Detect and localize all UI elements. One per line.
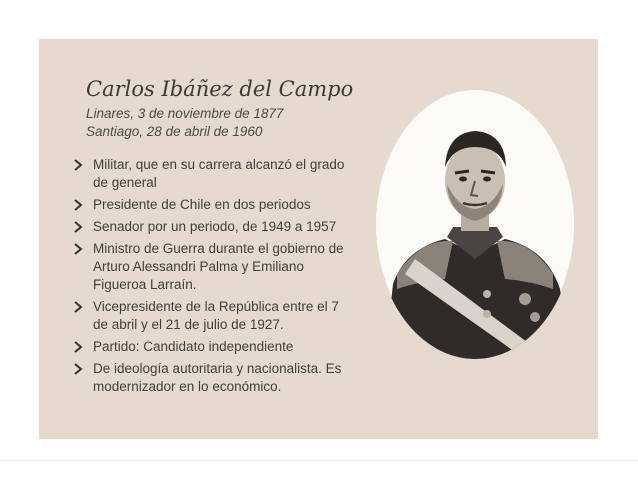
fact-text: Militar, que en su carrera alcanzó el grado de general — [93, 157, 345, 190]
list-item — [69, 196, 349, 214]
list-item — [69, 156, 349, 192]
chevron-right-icon — [73, 199, 83, 211]
list-item — [69, 360, 349, 396]
chevron-right-icon — [73, 301, 83, 313]
fact-text: De ideología autoritaria y nacionalista. Es modernizador en lo económico. — [93, 361, 342, 394]
fact-text: Presidente de Chile en dos periodos — [93, 197, 311, 212]
facts-list — [69, 156, 349, 400]
divider — [0, 460, 638, 461]
list-item — [69, 218, 349, 236]
page-title: Carlos Ibáñez del Campo — [86, 77, 354, 101]
chevron-right-icon — [73, 159, 83, 171]
list-item — [69, 338, 349, 356]
chevron-right-icon — [73, 243, 83, 255]
fact-text: Ministro de Guerra durante el gobierno de Arturo Alessandri Palma y Emiliano Figueroa Larraín. — [93, 241, 344, 292]
chevron-right-icon — [73, 341, 83, 353]
fact-text: Vicepresidente de la República entre el 7 de abril y el 21 de julio de 1927. — [93, 299, 339, 332]
chevron-right-icon — [73, 363, 83, 375]
list-item — [69, 298, 349, 334]
death-info: Santiago, 28 de abril de 1960 — [86, 124, 263, 139]
list-item — [69, 240, 349, 294]
chevron-right-icon — [73, 221, 83, 233]
birth-info: Linares, 3 de noviembre de 1877 — [86, 106, 284, 121]
info-card — [39, 39, 598, 439]
portrait-illustration — [375, 89, 575, 359]
fact-text: Senador por un periodo, de 1949 a 1957 — [93, 219, 337, 234]
portrait-photo — [375, 89, 575, 359]
fact-text: Partido: Candidato independiente — [93, 339, 294, 354]
